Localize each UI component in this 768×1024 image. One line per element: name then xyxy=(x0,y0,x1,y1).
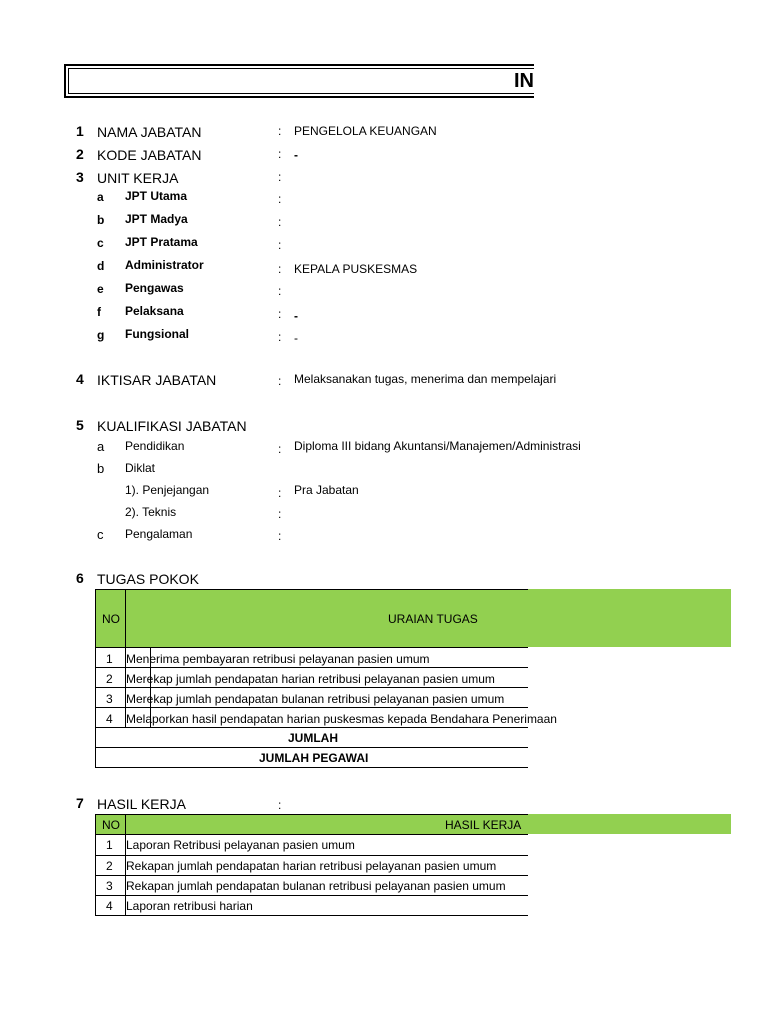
field-label: IKTISAR JABATAN xyxy=(97,372,217,388)
row-text: Melaporkan hasil pendapatan harian puskesmas kepada Bendahara Penerimaan xyxy=(126,712,557,726)
jumlah-pegawai-label: JUMLAH PEGAWAI xyxy=(259,751,369,765)
section-title: KUALIFIKASI JABATAN xyxy=(97,418,247,434)
row-text: Menerima pembayaran retribusi pelayanan pasien umum xyxy=(126,652,430,666)
item-colon: : xyxy=(278,486,282,500)
row-text: Laporan Retribusi pelayanan pasien umum xyxy=(126,838,355,852)
item-letter: b xyxy=(97,213,105,227)
item-colon: : xyxy=(278,330,282,344)
field-colon: : xyxy=(278,147,282,161)
item-colon: : xyxy=(278,284,282,298)
item-colon: : xyxy=(278,507,282,521)
row-no: 2 xyxy=(106,859,113,873)
item-label: Pendidikan xyxy=(125,439,185,453)
section-number: 6 xyxy=(76,570,84,586)
field-value: - xyxy=(294,148,298,162)
item-colon: : xyxy=(278,442,282,456)
item-label: Diklat xyxy=(125,461,156,475)
item-label: 2). Teknis xyxy=(125,505,177,519)
table-header-bg xyxy=(95,814,731,834)
item-colon: : xyxy=(278,529,282,543)
item-label: Pelaksana xyxy=(125,304,184,318)
field-colon: : xyxy=(278,374,282,388)
item-value: KEPALA PUSKESMAS xyxy=(294,262,418,276)
jumlah-label: JUMLAH xyxy=(288,731,338,745)
section-number: 7 xyxy=(76,795,84,811)
row-text: Merekap jumlah pendapatan bulanan retribusi pelayanan pasien umum xyxy=(126,692,505,706)
item-letter: a xyxy=(97,439,105,454)
field-label: UNIT KERJA xyxy=(97,170,179,186)
item-colon: : xyxy=(278,262,282,276)
item-value: Pra Jabatan xyxy=(294,483,359,497)
row-no: 2 xyxy=(106,672,113,686)
item-value: - xyxy=(294,331,298,345)
header-hasil-kerja: HASIL KERJA xyxy=(445,818,522,832)
row-no: 3 xyxy=(106,692,113,706)
item-colon: : xyxy=(278,238,282,252)
header-no: NO xyxy=(102,818,120,832)
section-number: 5 xyxy=(76,417,84,433)
item-value: Diploma III bidang Akuntansi/Manajemen/Administrasi xyxy=(294,439,581,453)
row-no: 4 xyxy=(106,899,113,913)
row-text: Rekapan jumlah pendapatan bulanan retribusi pelayanan pasien umum xyxy=(126,879,506,893)
item-colon: : xyxy=(278,307,282,321)
item-label: Pengalaman xyxy=(125,527,193,541)
row-no: 3 xyxy=(106,879,113,893)
item-label: Pengawas xyxy=(125,281,184,295)
row-text: Rekapan jumlah pendapatan harian retribusi pelayanan pasien umum xyxy=(126,859,497,873)
item-letter: f xyxy=(97,305,101,319)
item-letter: e xyxy=(97,282,104,296)
item-label: Fungsional xyxy=(125,327,189,341)
field-number: 4 xyxy=(76,371,84,387)
row-no: 1 xyxy=(106,652,113,666)
field-colon: : xyxy=(278,170,282,184)
field-value: PENGELOLA KEUANGAN xyxy=(294,124,437,138)
item-colon: : xyxy=(278,192,282,206)
item-letter: c xyxy=(97,236,104,250)
row-no: 4 xyxy=(106,712,113,726)
document-title: IN xyxy=(514,70,534,92)
item-letter: g xyxy=(97,328,105,342)
item-label: JPT Madya xyxy=(125,212,188,226)
field-label: NAMA JABATAN xyxy=(97,124,202,140)
section-title: HASIL KERJA xyxy=(97,796,186,812)
item-label: JPT Pratama xyxy=(125,235,198,249)
item-value: - xyxy=(294,309,298,323)
header-no: NO xyxy=(102,612,120,626)
field-label: KODE JABATAN xyxy=(97,147,202,163)
item-letter: c xyxy=(97,527,104,542)
title-frame xyxy=(64,64,534,98)
field-number: 2 xyxy=(76,146,84,162)
row-text: Laporan retribusi harian xyxy=(126,899,253,913)
field-number: 1 xyxy=(76,123,84,139)
field-number: 3 xyxy=(76,169,84,185)
field-colon: : xyxy=(278,124,282,138)
item-letter: d xyxy=(97,259,105,273)
item-colon: : xyxy=(278,215,282,229)
field-value: Melaksanakan tugas, menerima dan mempelajari xyxy=(294,372,557,386)
row-text: Merekap jumlah pendapatan harian retribusi pelayanan pasien umum xyxy=(126,672,495,686)
item-letter: a xyxy=(97,190,104,204)
item-label: JPT Utama xyxy=(125,189,188,203)
item-label: Administrator xyxy=(125,258,204,272)
section-title: TUGAS POKOK xyxy=(97,571,199,587)
item-letter: b xyxy=(97,461,105,476)
header-uraian-tugas: URAIAN TUGAS xyxy=(388,612,478,626)
row-no: 1 xyxy=(106,838,113,852)
section-colon: : xyxy=(278,798,282,812)
item-label: 1). Penjejangan xyxy=(125,483,210,497)
